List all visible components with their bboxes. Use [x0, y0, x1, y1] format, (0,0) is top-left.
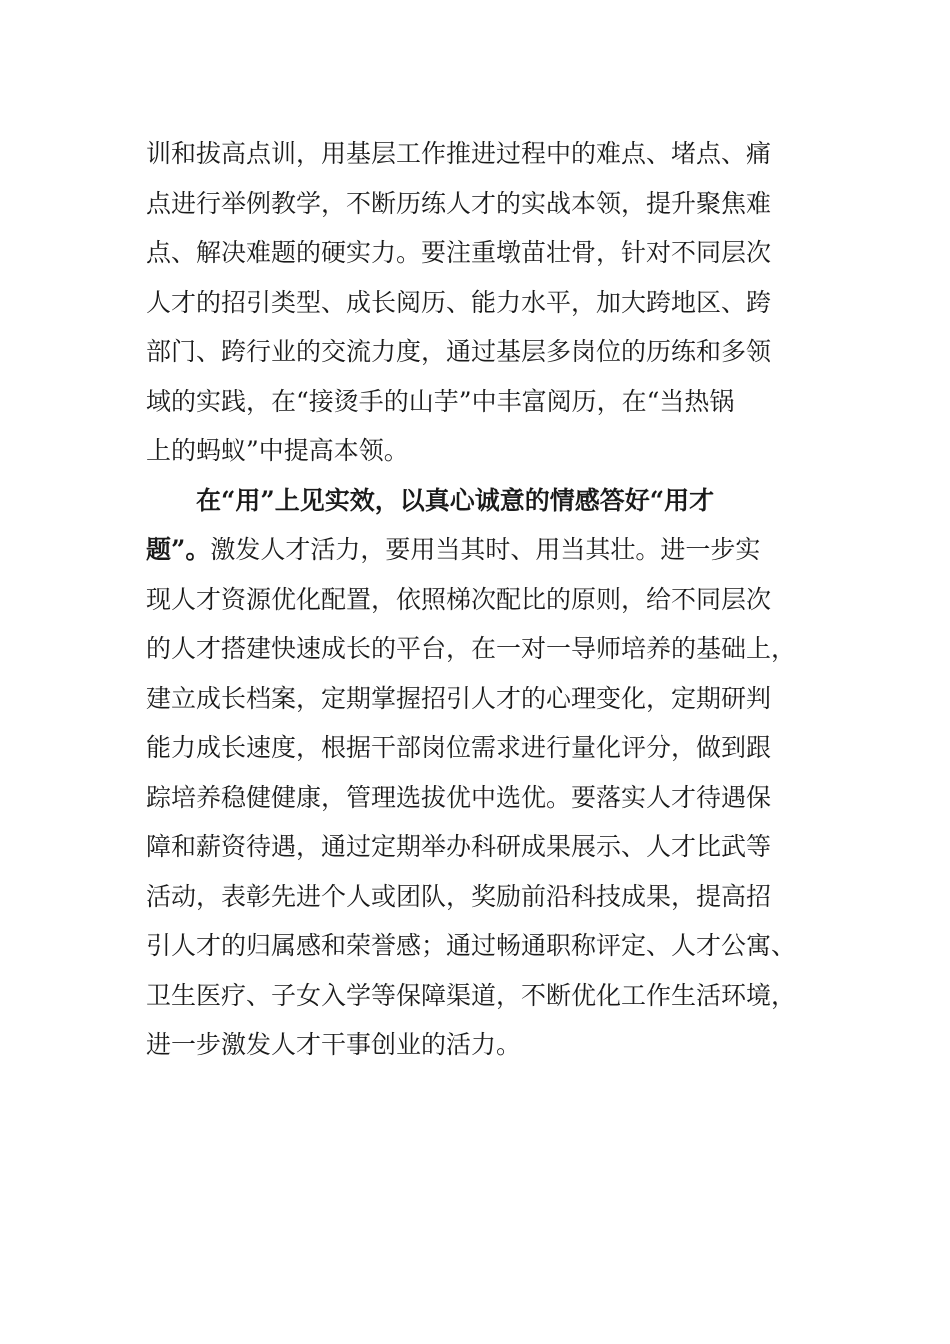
text-line: [146, 525, 806, 575]
text-line: 的人才搭建快速成长的平台，在一对一导师培养的基础上，: [146, 634, 797, 663]
paragraph-2: [146, 476, 806, 1070]
text-line: 能力成长速度，根据干部岗位需求进行量化评分，做到跟: [146, 733, 772, 762]
text-line: 上的蚂蚁”中提高本领。: [146, 436, 409, 465]
section-heading: 在“用”上见实效，以真心诚意的情感答好“用才: [196, 485, 715, 515]
paragraph-1: [146, 129, 806, 476]
text-line: 踪培养稳健健康，管理选拔优中选优。要落实人才待遇保: [146, 782, 772, 812]
text-span: 激发人才活力，要用当其时、用当其壮。进一步实: [210, 535, 761, 564]
text-line: 点进行举例教学，不断历练人才的实战本领，提升聚焦难: [146, 188, 772, 218]
text-line: 活动，表彰先进个人或团队，奖励前沿科技成果，提高招: [146, 881, 772, 911]
text-line: 卫生医疗、子女入学等保障渠道，不断优化工作生活环境，: [146, 980, 797, 1010]
text-line: 部门、跨行业的交流力度，通过基层多岗位的历练和多领: [146, 337, 772, 366]
text-line: 引人才的归属感和荣誉感；通过畅通职称评定、人才公寓、: [146, 931, 797, 960]
text-line: 人才的招引类型、成长阅历、能力水平，加大跨地区、跨: [146, 287, 772, 317]
document-body: [146, 129, 806, 1070]
text-line: 进一步激发人才干事创业的活力。: [146, 1030, 522, 1059]
text-line: 建立成长档案，定期掌握招引人才的心理变化，定期研判: [146, 683, 772, 713]
text-line: 训和拔高点训，用基层工作推进过程中的难点、堵点、痛: [146, 139, 772, 168]
section-heading-end: 题”。: [146, 535, 211, 564]
text-line: 现人才资源优化配置，依照梯次配比的原则，给不同层次: [146, 584, 772, 614]
text-line: 障和薪资待遇，通过定期举办科研成果展示、人才比武等: [146, 832, 772, 861]
text-line: 域的实践，在“接烫手的山芋”中丰富阅历，在“当热锅: [146, 386, 735, 416]
text-line: 点、解决难题的硬实力。要注重墩苗壮骨，针对不同层次: [146, 238, 772, 267]
